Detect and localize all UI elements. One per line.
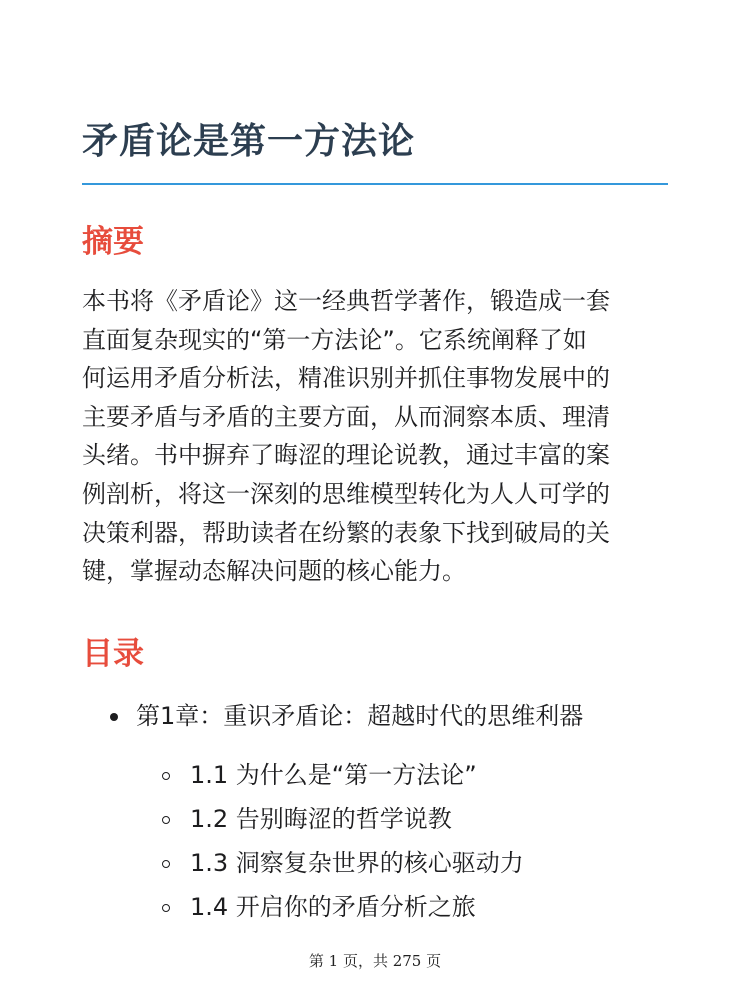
toc-section-1-2: 1.2 告别晦涩的哲学说教	[190, 805, 452, 833]
page-number-footer: 第 1 页，共 275 页	[308, 952, 442, 970]
abstract-line: 本书将《矛盾论》这一经典哲学著作，锻造成一套	[82, 287, 610, 315]
title-divider	[82, 183, 668, 185]
toc-section-1-4: 1.4 开启你的矛盾分析之旅	[190, 893, 476, 921]
toc-section-1-3: 1.3 洞察复杂世界的核心驱动力	[190, 849, 524, 877]
bullet-disc-icon	[110, 713, 118, 721]
abstract-line: 决策利器，帮助读者在纷繁的表象下找到破局的关	[82, 518, 610, 547]
summary-heading: 摘要	[82, 224, 144, 260]
bullet-circle-icon	[162, 904, 170, 912]
abstract-line: 键，掌握动态解决问题的核心能力。	[82, 557, 466, 586]
abstract-line: 直面复杂现实的“第一方法论”。它系统阐释了如	[82, 325, 587, 354]
abstract-line: 何运用矛盾分析法，精准识别并抓住事物发展中的	[82, 364, 610, 393]
toc-heading: 目录	[82, 636, 144, 672]
abstract-paragraph	[82, 282, 672, 591]
page-title: 矛盾论是第一方法论	[82, 121, 416, 162]
bullet-circle-icon	[162, 816, 170, 824]
abstract-line: 例剖析，将这一深刻的思维模型转化为人人可学的	[82, 479, 610, 508]
bullet-circle-icon	[162, 860, 170, 868]
abstract-line: 头绪。书中摒弃了晦涩的理论说教，通过丰富的案	[82, 441, 610, 470]
bullet-circle-icon	[162, 772, 170, 780]
toc-section-1-1: 1.1 为什么是“第一方法论”	[190, 761, 477, 789]
toc-chapter-1: 第1章：重识矛盾论：超越时代的思维利器	[136, 702, 584, 730]
abstract-line: 主要矛盾与矛盾的主要方面，从而洞察本质、理清	[82, 402, 610, 431]
